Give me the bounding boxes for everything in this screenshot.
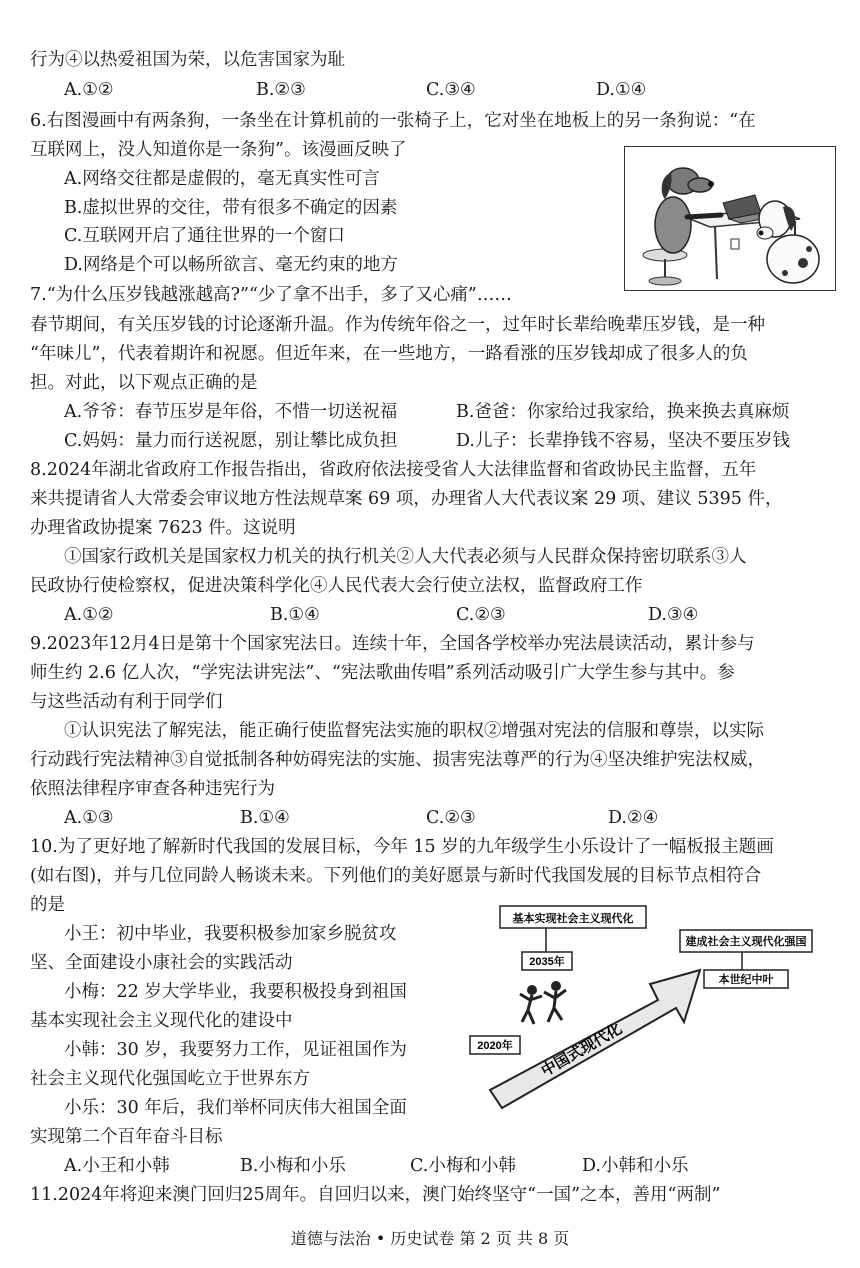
q7-line-2: 春节期间，有关压岁钱的讨论逐渐升温。作为传统年俗之一，过年时长辈给晚辈压岁钱，是一种 — [30, 315, 765, 335]
q9-option-d: D.②④ — [608, 808, 659, 828]
q8-option-b: B.①④ — [270, 605, 320, 625]
q6-line-2: 互联网上，没人知道你是一条狗”。该漫画反映了 — [30, 140, 407, 160]
q6-line-1: 6.右图漫画中有两条狗，一条坐在计算机前的一张椅子上，它对坐在地板上的另一条狗说：“在 — [30, 111, 756, 131]
q10-option-a: A.小王和小韩 — [64, 1156, 170, 1176]
q9-line-3: 与这些活动有利于同学们 — [30, 692, 223, 712]
q5-option-d: D.①④ — [596, 80, 647, 100]
q10-line-1: 10.为了更好地了解新时代我国的发展目标，今年 15 岁的九年级学生小乐设计了一幅板报主题画 — [30, 837, 774, 857]
diagram-year-2035: 2035年 — [529, 956, 565, 968]
q5-option-a: A.①② — [64, 80, 114, 100]
q10-line-7: 基本实现社会主义现代化的建设中 — [30, 1011, 293, 1031]
q10-line-8: 小韩：30 岁，我要努力工作，见证祖国作为 — [64, 1040, 407, 1060]
q10-line-11: 实现第二个百年奋斗目标 — [30, 1127, 223, 1147]
q10-line-9: 社会主义现代化强国屹立于世界东方 — [30, 1069, 310, 1089]
q7-option-c: C.妈妈：量力而行送祝愿，别让攀比成负担 — [64, 431, 398, 451]
diagram-arrow-label: 中国式现代化 — [538, 1020, 625, 1080]
q7-option-a: A.爷爷：春节压岁是年俗，不惜一切送祝福 — [64, 402, 398, 422]
q8-option-c: C.②③ — [456, 605, 506, 625]
q8-line-2: 来共提请省人大常委会审议地方性法规草案 69 项，办理省人大代表议案 29 项、建议 5395 件， — [30, 489, 783, 509]
q8-line-4: ①国家行政机关是国家权力机关的执行机关②人大代表必须与人民群众保持密切联系③人 — [64, 547, 747, 567]
q9-line-6: 依照法律程序审查各种违宪行为 — [30, 779, 275, 799]
q9-line-2: 师生约 2.6 亿人次，“学宪法讲宪法”、“宪法歌曲传唱”系列活动吸引广大学生参与其中。参 — [30, 663, 735, 683]
q7-option-d: D.儿子：长辈挣钱不容易，坚决不要压岁钱 — [456, 431, 790, 451]
diagram-year-2020: 2020年 — [477, 1040, 513, 1052]
q7-option-b: B.爸爸：你家给过我家给，换来换去真麻烦 — [456, 402, 790, 422]
q10-line-3: 的是 — [30, 895, 65, 915]
q10-option-b: B.小梅和小乐 — [240, 1156, 346, 1176]
q10-line-5: 坚、全面建设小康社会的实践活动 — [30, 953, 293, 973]
q9-option-c: C.②③ — [426, 808, 476, 828]
q8-line-3: 办理省政协提案 7623 件。这说明 — [30, 518, 296, 538]
q7-line-3: “年味儿”，代表着期许和祝愿。但近年来，在一些地方，一路看涨的压岁钱却成了很多人的负 — [30, 344, 748, 364]
people-figures-icon — [520, 981, 566, 1024]
q6-option-d: D.网络是个可以畅所欲言、毫无约束的地方 — [64, 255, 398, 275]
q9-option-a: A.①③ — [64, 808, 114, 828]
q9-line-1: 9.2023年12月4日是第十个国家宪法日。连续十年，全国各学校举办宪法晨读活动，累计参与 — [30, 634, 755, 654]
q8-option-a: A.①② — [64, 605, 114, 625]
q10-line-4: 小王：初中毕业，我要积极参加家乡脱贫攻 — [64, 924, 397, 944]
q11-line-1: 11.2024年将迎来澳门回归25周年。自回归以来，澳门始终坚守“一国”之本，善用“两制” — [30, 1185, 721, 1205]
modernization-timeline-diagram — [462, 904, 822, 1114]
q7-line-4: 担。对此，以下观点正确的是 — [30, 373, 258, 393]
q10-line-2: (如右图)，并与几位同龄人畅谈未来。下列他们的美好愿景与新时代我国发展的目标节点相符合 — [30, 866, 762, 886]
q10-line-6: 小梅：22 岁大学毕业，我要积极投身到祖国 — [64, 982, 407, 1002]
diagram-box-strong-country: 建成社会主义现代化强国 — [685, 936, 807, 948]
page-footer: 道德与法治 • 历史试卷 第 2 页 共 8 页 — [290, 1229, 570, 1248]
q6-option-b: B.虚拟世界的交往，带有很多不确定的因素 — [64, 198, 398, 218]
q9-option-b: B.①④ — [240, 808, 290, 828]
diagram-box-basic-modernization: 基本实现社会主义现代化 — [512, 913, 634, 925]
q10-line-10: 小乐：30 年后，我们举杯同庆伟大祖国全面 — [64, 1098, 407, 1118]
q9-line-5: 行动践行宪法精神③自觉抵制各种妨碍宪法的实施、损害宪法尊严的行为④坚决维护宪法权威， — [30, 750, 765, 770]
q8-line-1: 8.2024年湖北省政府工作报告指出，省政府依法接受省人大法律监督和省政协民主监督，五年 — [30, 460, 757, 480]
dog-cartoon-image — [624, 146, 836, 291]
q10-option-c: C.小梅和小韩 — [410, 1156, 516, 1176]
q10-option-d: D.小韩和小乐 — [582, 1156, 689, 1176]
q9-line-4: ①认识宪法了解宪法，能正确行使监督宪法实施的职权②增强对宪法的信服和尊崇，以实际 — [64, 721, 764, 741]
diagram-box-mid-century: 本世纪中叶 — [718, 974, 774, 986]
q8-line-5: 民政协行使检察权，促进决策科学化④人民代表大会行使立法权，监督政府工作 — [30, 576, 643, 596]
q6-option-a: A.网络交往都是虚假的，毫无真实性可言 — [64, 169, 380, 189]
q6-option-c: C.互联网开启了通往世界的一个窗口 — [64, 226, 345, 246]
q5-tail-text: 行为④以热爱祖国为荣，以危害国家为耻 — [30, 50, 345, 70]
q5-option-b: B.②③ — [256, 80, 306, 100]
q7-line-1: 7.“为什么压岁钱越涨越高?”“少了拿不出手，多了又心痛”…… — [30, 285, 512, 305]
q8-option-d: D.③④ — [648, 605, 699, 625]
q5-option-c: C.③④ — [426, 80, 476, 100]
